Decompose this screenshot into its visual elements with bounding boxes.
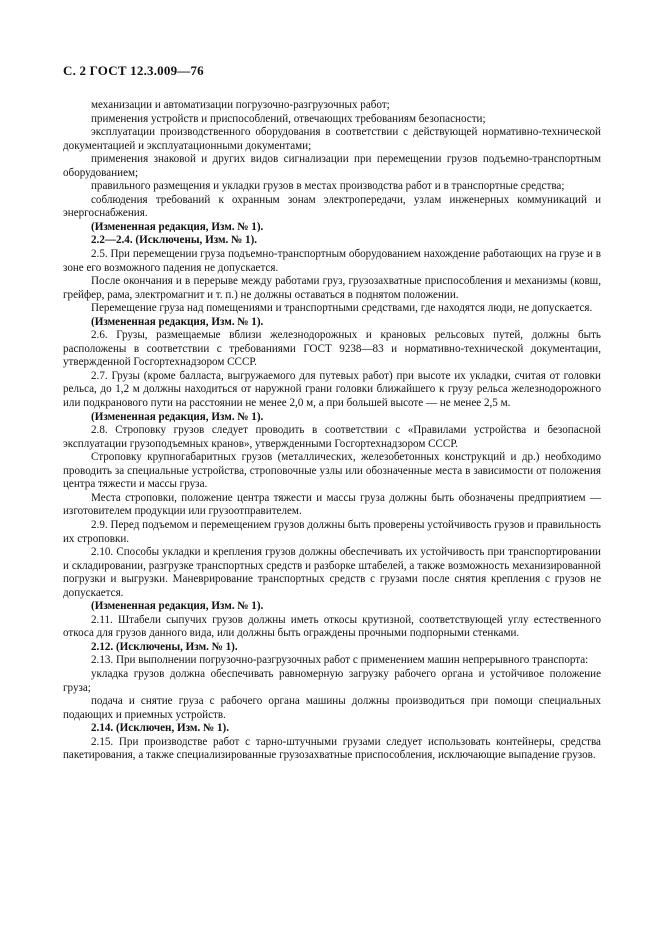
paragraph: 2.6. Грузы, размещаемые вблизи железнодорожных и крановых рельсовых путей, должны быть расположены в соответствии с требованиями ГОСТ 9238—83 и нормативно-технической документации, утвержденной Госгортехнадзором СССР. [63, 329, 601, 369]
paragraph: подача и снятие груза с рабочего органа машины должны производиться при помощи специальных подающих и приемных устройств. [63, 695, 601, 721]
page-header: С. 2 ГОСТ 12.3.009—76 [63, 63, 204, 78]
paragraph: укладка грузов должна обеспечивать равномерную загрузку рабочего органа и устойчивое положение груза; [63, 667, 601, 694]
amendment-note: 2.12. (Исключены, Изм. № 1). [91, 640, 238, 653]
amendment-note: 2.2—2.4. (Исключены, Изм. № 1). [91, 234, 258, 247]
paragraph: правильного размещения и укладки грузов в местах производства работ и в транспортные средства; [91, 180, 565, 193]
paragraph: 2.7. Грузы (кроме балласта, выгружаемого для путевых работ) при высоте их укладки, считая от головки рельса, до 1,2 м должны находиться от наружной грани головки ближайшего к грузу рельса железнодорожного или подкранового пути на расстоянии не менее 2,0 м, а при большей высоте — не менее 2,5 м. [63, 369, 601, 410]
paragraph: Строповку крупногабаритных грузов (металлических, железобетонных конструкций и др.) необходимо проводить за специальные устройства, строповочные узлы или обозначенные места в зависимости от положения центра тяжести и массы груза. [63, 451, 601, 491]
paragraph: соблюдения требований к охранным зонам электропередачи, узлам инженерных коммуникаций и энергоснабжения. [63, 193, 601, 220]
paragraph: После окончания и в перерыве между работами груз, грузозахватные приспособления и механизмы (ковш, грейфер, рама, электромагнит и т. п.) не должны оставаться в поднятом положении. [63, 275, 601, 301]
paragraph: применения знаковой и других видов сигнализации при перемещении грузов подъемно-транспортным оборудованием; [63, 153, 601, 179]
paragraph: эксплуатации производственного оборудования в соответствии с действующей нормативно-технической документацией и эксплуатационными документами; [63, 126, 601, 152]
document-body [63, 99, 601, 763]
paragraph: 2.10. Способы укладки и крепления грузов должны обеспечивать их устойчивость при транспортировании и складировании, разгрузке транспортных средств и разборке штабелей, а также возможность механизированной погрузки и выгрузки. Маневрирование транспортных средств с грузами после снятия крепления с грузов не допускается. [63, 546, 601, 599]
paragraph: 2.8. Строповку грузов следует проводить в соответствии с «Правилами устройства и безопасной эксплуатации грузоподъемных кранов», утвержденными Госгортехнадзором СССР. [63, 424, 601, 450]
paragraph: 2.11. Штабели сыпучих грузов должны иметь откосы крутизной, соответствующей углу естественного откоса для грузов данного вида, или должны быть ограждены прочными подпорными стенками. [63, 613, 601, 640]
amendment-note: (Измененная редакция, Изм. № 1). [91, 600, 264, 613]
paragraph: 2.15. При производстве работ с тарно-штучными грузами следует использовать контейнеры, средства пакетирования, а также специализированные грузозахватные приспособления, исключающие выпадение грузов. [63, 735, 601, 762]
amendment-note: (Измененная редакция, Изм. № 1). [91, 410, 264, 423]
paragraph: Перемещение груза над помещениями и транспортными средствами, где находятся люди, не допускается. [91, 302, 593, 315]
amendment-note: (Измененная редакция, Изм. № 1). [91, 220, 264, 233]
paragraph: применения устройств и приспособлений, отвечающих требованиям безопасности; [91, 112, 486, 125]
amendment-note: (Измененная редакция, Изм. № 1). [91, 315, 264, 328]
paragraph: 2.13. При выполнении погрузочно-разгрузочных работ с применением машин непрерывного транспорта: [91, 654, 589, 667]
paragraph: механизации и автоматизации погрузочно-разгрузочных работ; [91, 99, 390, 111]
paragraph: 2.5. При перемещении груза подъемно-транспортным оборудованием нахождение работающих на грузе и в зоне его возможного падения не допускается. [63, 248, 601, 274]
paragraph: 2.9. Перед подъемом и перемещением грузов должны быть проверены устойчивость грузов и правильность их строповки. [63, 518, 601, 545]
amendment-note: 2.14. (Исключен, Изм. № 1). [91, 722, 229, 735]
paragraph: Места строповки, положение центра тяжести и массы груза должны быть обозначены предприятием — изготовителем продукции или грузоотправителем. [63, 491, 601, 518]
